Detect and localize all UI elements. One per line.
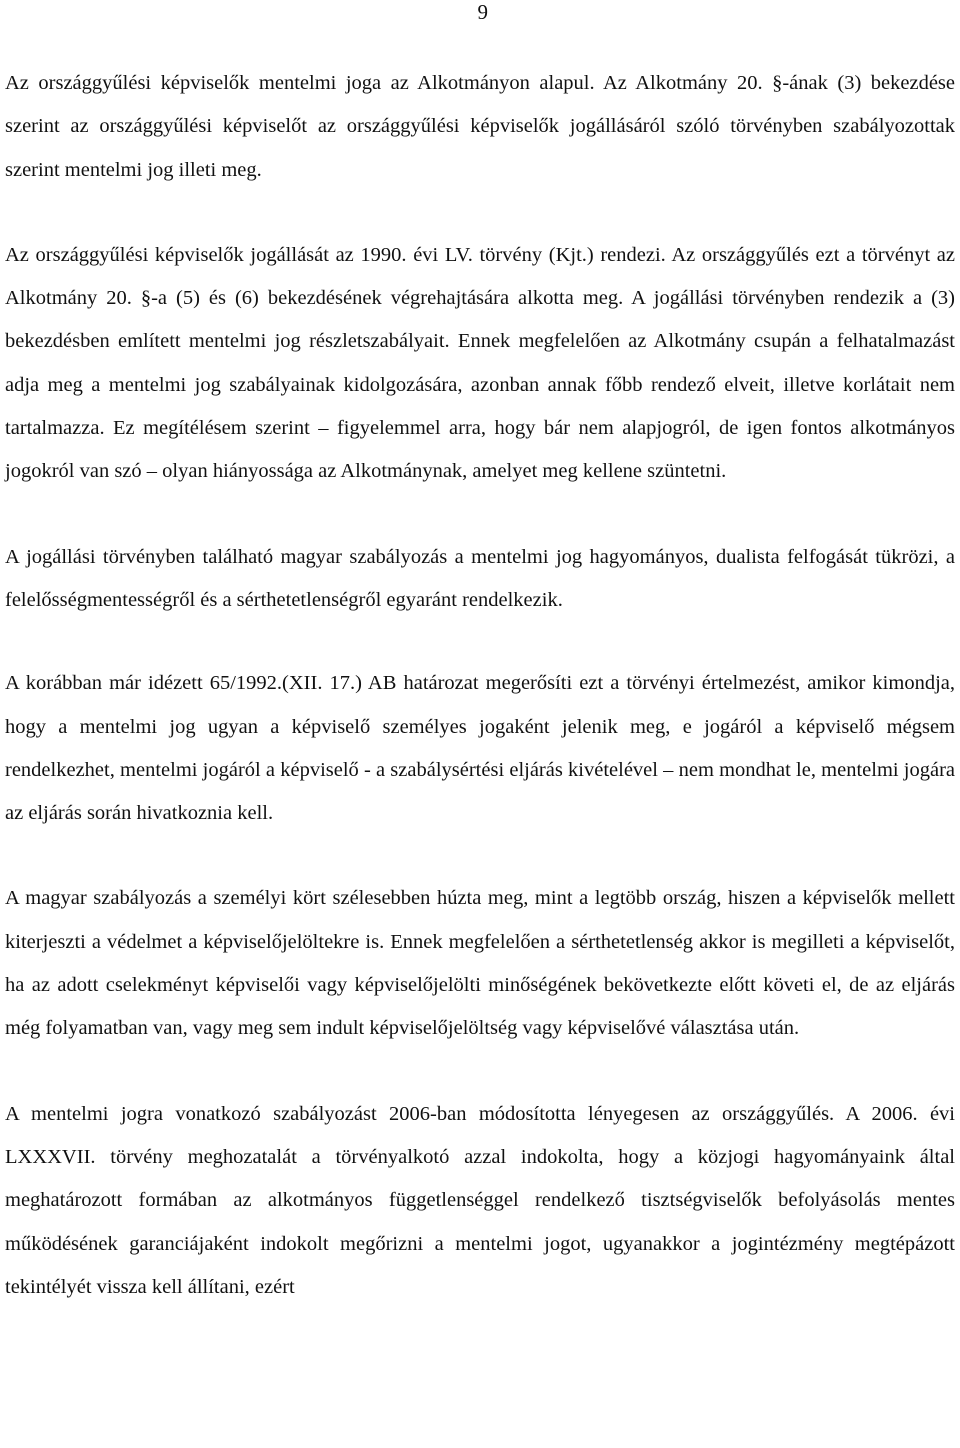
page-number: 9 xyxy=(477,0,488,24)
paragraph-3: A jogállási törvényben található magyar szabályozás a mentelmi jog hagyományos, dualista felfogását tükrözi, a felelősségmentességről és a sérthetetlenségről egyaránt rendelkezik. xyxy=(5,545,955,611)
paragraph-6: A mentelmi jogra vonatkozó szabályozást 2006-ban módosította lényegesen az országgyűlés. A 2006. évi LXXXVII. törvény meghozatalát a törvényalkotó azzal indokolta, hogy a közjogi hagyományaink által meghatározott formában az alkotmányos függetlenséggel rendelkező tisztségviselők befolyásolás mentes működésének garanciájaként indokolt megőrizni a mentelmi jogot, ugyanakkor a jogintézmény megtépázott tekintélyét vissza kell állítani, ezért xyxy=(5,1102,955,1298)
paragraph-2: Az országgyűlési képviselők jogállását az 1990. évi LV. törvény (Kjt.) rendezi. Az országgyűlés ezt a törvényt az Alkotmány 20. §-a (5) és (6) bekezdésének végrehajtására alkotta meg. A jogállási törvényben rendezik a (3) bekezdésben említett mentelmi jog részletszabályait. Ennek megfelelően az Alkotmány csupán a felhatalmazást adja meg a mentelmi jog szabályainak kidolgozására, azonban annak főbb rendező elveit, illetve korlátait nem tartalmazza. Ez megítélésem szerint – figyelemmel arra, hogy bár nem alapjogról, de igen fontos alkotmányos jogokról van szó – olyan hiányossága az Alkotmánynak, amelyet meg kellene szüntetni. xyxy=(5,243,955,483)
document-body xyxy=(5,62,955,1309)
paragraph-4: A korábban már idézett 65/1992.(XII. 17.) AB határozat megerősíti ezt a törvényi értelmezést, amikor kimondja, hogy a mentelmi jog ugyan a képviselő személyes jogaként jelenik meg, e jogáról a képviselő mégsem rendelkezhet, mentelmi jogáról a képviselő - a szabálysértési eljárás kivételével – nem mondhat le, mentelmi jogára az eljárás során hivatkoznia kell. xyxy=(5,672,955,825)
paragraph-1: Az országgyűlési képviselők mentelmi joga az Alkotmányon alapul. Az Alkotmány 20. §-ának (3) bekezdése szerint az országgyűlési képviselőt az országgyűlési képviselők jogállásáról szóló törvényben szabályozottak szerint mentelmi jog illeti meg. xyxy=(5,72,955,181)
paragraph-5: A magyar szabályozás a személyi kört szélesebben húzta meg, mint a legtöbb ország, hiszen a képviselők mellett kiterjeszti a védelmet a képviselőjelöltekre is. Ennek megfelelően a sérthetetlenség akkor is megilleti a képviselőt, ha az adott cselekményt képviselői vagy képviselőjelölti minőségének bekövetkezte előtt követi el, de az eljárás még folyamatban van, vagy meg sem indult képviselőjelöltség vagy képviselővé választása után. xyxy=(5,887,955,1040)
